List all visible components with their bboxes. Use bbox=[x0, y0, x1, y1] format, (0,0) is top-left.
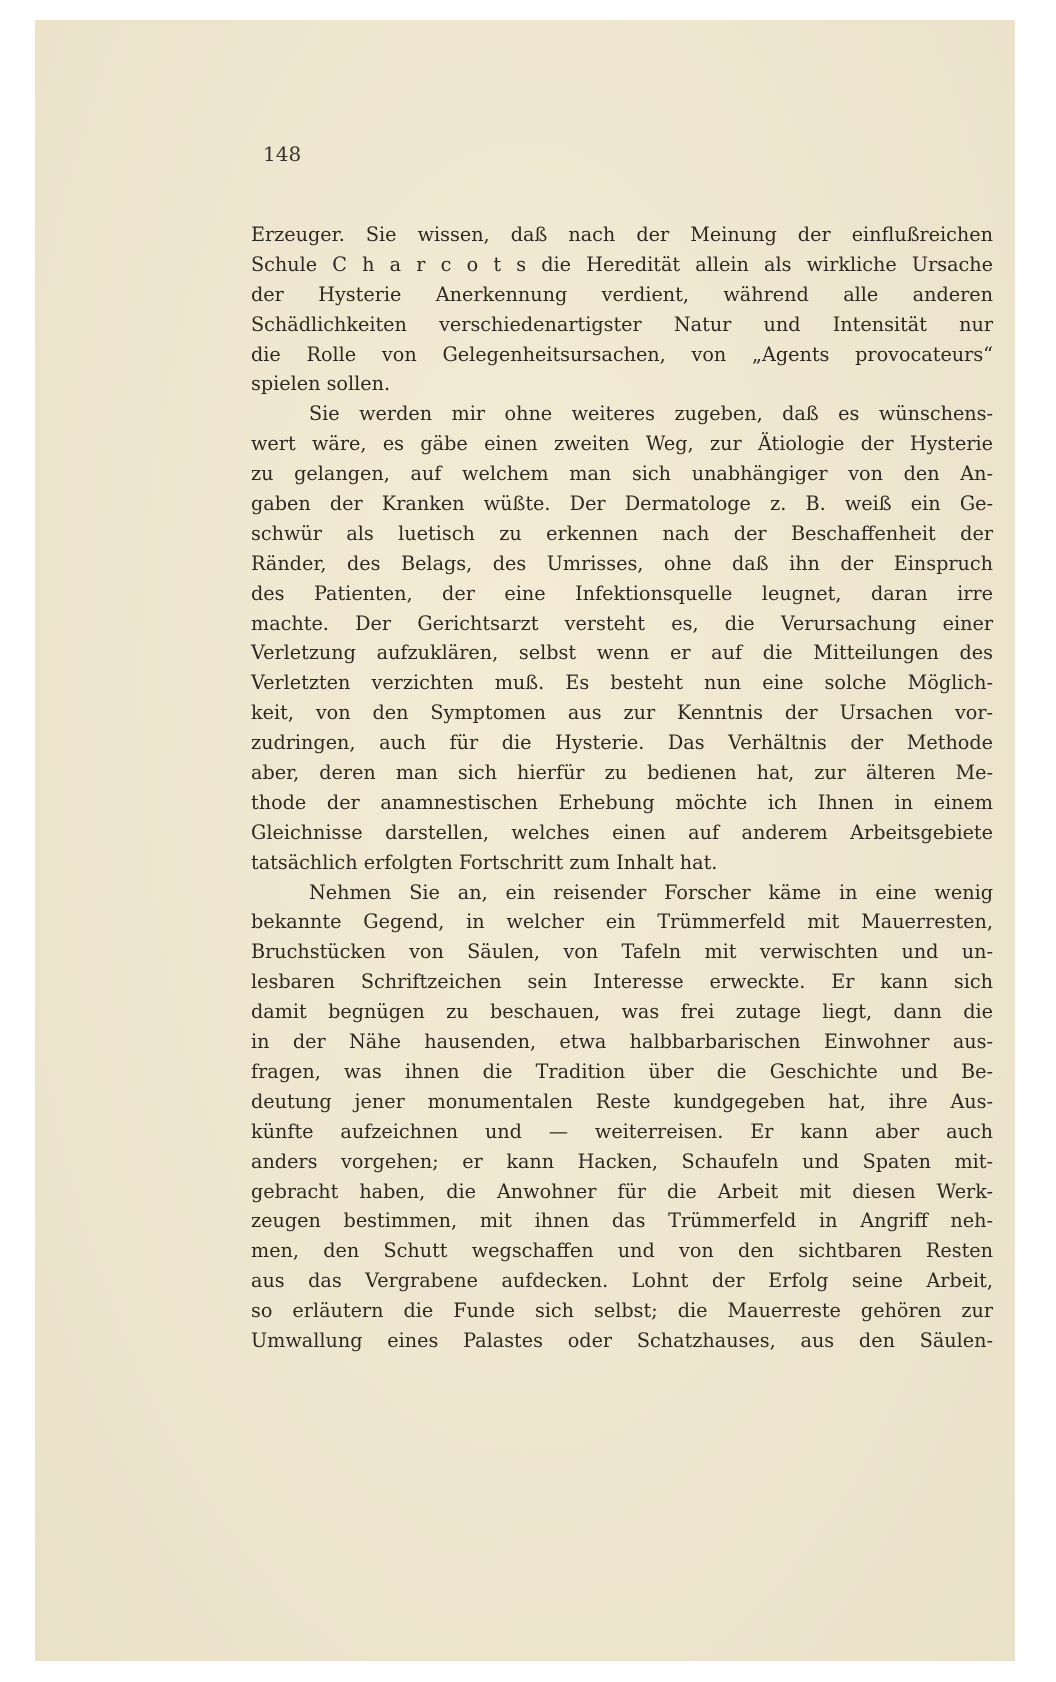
text-line: Schule C h a r c o t s die Heredität allein als wirkliche Ursache bbox=[251, 252, 993, 276]
text-line: künfte aufzeichnen und — weiterreisen. Er kann aber auch bbox=[251, 1119, 993, 1143]
text-line: machte. Der Gerichtsarzt versteht es, die Verursachung einer bbox=[251, 611, 993, 635]
text-line: zeugen bestimmen, mit ihnen das Trümmerfeld in Angriff neh- bbox=[251, 1209, 993, 1233]
text-line: Erzeuger. Sie wissen, daß nach der Meinung der einflußreichen bbox=[251, 223, 993, 246]
page-number: 148 bbox=[263, 142, 302, 166]
text-line: so erläutern die Funde sich selbst; die Mauerreste gehören zur bbox=[251, 1299, 993, 1323]
text-line: Verletzten verzichten muß. Es besteht nun eine solche Möglich- bbox=[251, 671, 993, 695]
text-line: in der Nähe hausenden, etwa halbbarbarischen Einwohner aus- bbox=[251, 1030, 993, 1054]
text-line: der Hysterie Anerkennung verdient, während alle anderen bbox=[251, 282, 993, 306]
text-line: Bruchstücken von Säulen, von Tafeln mit verwischten und un- bbox=[251, 940, 993, 964]
text-line: Nehmen Sie an, ein reisender Forscher käme in eine wenig bbox=[309, 880, 993, 904]
text-line: spielen sollen. bbox=[251, 372, 391, 396]
text-line: wert wäre, es gäbe einen zweiten Weg, zur Ätiologie der Hysterie bbox=[251, 432, 993, 456]
text-line: gebracht haben, die Anwohner für die Arbeit mit diesen Werk- bbox=[251, 1179, 993, 1203]
text-line: Umwallung eines Palastes oder Schatzhauses, aus den Säulen- bbox=[251, 1328, 993, 1352]
text-line: men, den Schutt wegschaffen und von den sichtbaren Resten bbox=[251, 1239, 993, 1263]
text-line: thode der anamnestischen Erhebung möchte ich Ihnen in einem bbox=[251, 790, 993, 814]
text-line: Verletzung aufzuklären, selbst wenn er auf die Mitteilungen des bbox=[251, 641, 993, 665]
text-line: Ränder, des Belags, des Umrisses, ohne daß ihn der Einspruch bbox=[251, 551, 993, 575]
text-line: die Rolle von Gelegenheitsursachen, von „Agents provocateurs“ bbox=[251, 342, 993, 366]
text-line: Sie werden mir ohne weiteres zugeben, daß es wünschens- bbox=[309, 402, 993, 426]
text-line: des Patienten, der eine Infektionsquelle leugnet, daran irre bbox=[251, 581, 993, 605]
text-line: Gleichnisse darstellen, welches einen auf anderem Arbeitsgebiete bbox=[251, 820, 993, 844]
text-line: lesbaren Schriftzeichen sein Interesse erweckte. Er kann sich bbox=[251, 970, 993, 994]
text-line: schwür als luetisch zu erkennen nach der Beschaffenheit der bbox=[251, 521, 993, 545]
text-line: fragen, was ihnen die Tradition über die Geschichte und Be- bbox=[251, 1059, 993, 1083]
body-text bbox=[251, 220, 993, 1356]
text-line: bekannte Gegend, in welcher ein Trümmerfeld mit Mauerresten, bbox=[251, 910, 993, 934]
text-line: deutung jener monumentalen Reste kundgegeben hat, ihre Aus- bbox=[251, 1089, 993, 1113]
text-line: anders vorgehen; er kann Hacken, Schaufeln und Spaten mit- bbox=[251, 1149, 993, 1173]
text-line: keit, von den Symptomen aus zur Kenntnis der Ursachen vor- bbox=[251, 701, 993, 725]
text-line: aus das Vergrabene aufdecken. Lohnt der Erfolg seine Arbeit, bbox=[251, 1269, 993, 1293]
text-line: tatsächlich erfolgten Fortschritt zum Inhalt hat. bbox=[251, 850, 718, 874]
text-line: zu gelangen, auf welchem man sich unabhängiger von den An- bbox=[251, 462, 993, 486]
text-line: damit begnügen zu beschauen, was frei zutage liegt, dann die bbox=[251, 1000, 993, 1024]
text-line: gaben der Kranken wüßte. Der Dermatologe z. B. weiß ein Ge- bbox=[251, 492, 993, 516]
book-page bbox=[35, 20, 1015, 1661]
text-line: zudringen, auch für die Hysterie. Das Verhältnis der Methode bbox=[251, 731, 993, 755]
text-line: Schädlichkeiten verschiedenartigster Natur und Intensität nur bbox=[251, 312, 993, 336]
text-line: aber, deren man sich hierfür zu bedienen hat, zur älteren Me- bbox=[251, 761, 993, 785]
